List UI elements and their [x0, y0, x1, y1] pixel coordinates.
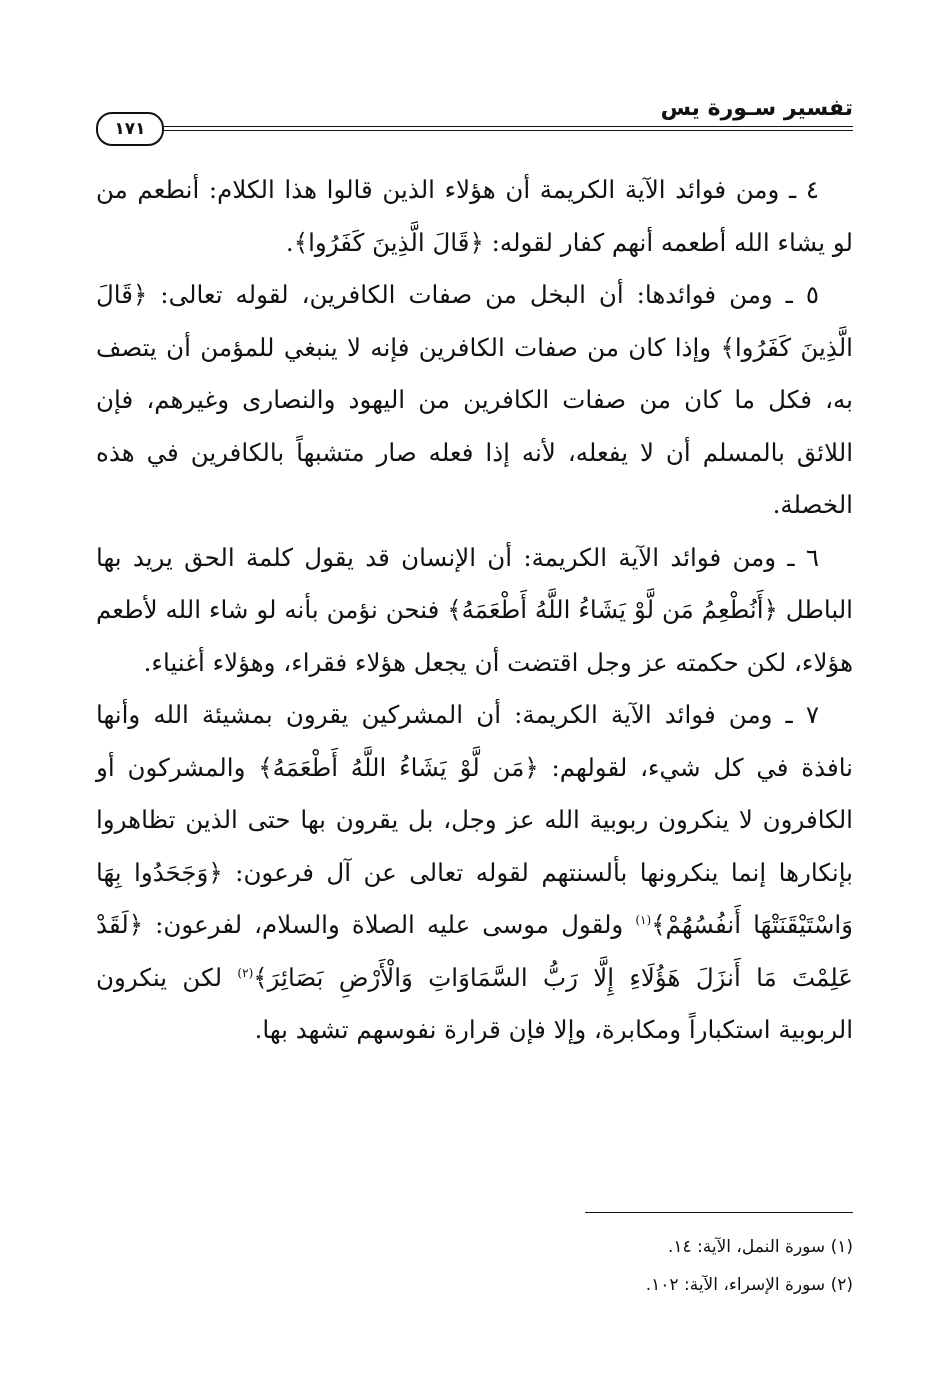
footnote-ref: (١)	[635, 912, 652, 927]
footnote-divider	[585, 1212, 853, 1213]
paragraph-text: والمشركون أو الكافرون لا ينكرون ربوبية الله عز وجل، بل يقرون بها حتى الذين تظاهروا بإنكارها إنما ينكرونها بألسنتهم لقوله تعالى عن آل فرعون:	[96, 752, 853, 887]
main-text	[96, 164, 853, 1057]
footnote-ref: (٢)	[237, 965, 254, 980]
quran-verse: ﴿مَن لَّوْ يَشَاءُ اللَّهُ أَطْعَمَهُ﴾	[258, 752, 539, 782]
quran-verse: ﴿لَقَدْ عَلِمْتَ مَا أَنزَلَ هَؤُلَاءِ إِلَّا رَبُّ السَّمَاوَاتِ وَالْأَرْضِ بَصَائِرَ﴾	[96, 910, 853, 992]
paragraph-text: فنحن نؤمن بأنه لو شاء الله لأطعم هؤلاء، لكن حكمته عز وجل اقتضت أن يجعل هؤلاء فقراء، وهؤلاء أغنياء.	[96, 595, 853, 677]
paragraph-text: ٥ ـ ومن فوائدها: أن البخل من صفات الكافرين، لقوله تعالى:	[147, 280, 819, 309]
paragraph-text: ٤ ـ ومن فوائد الآية الكريمة أن هؤلاء الذين قالوا هذا الكلام: أنطعم من لو يشاء الله أطعمه أنهم كفار لقوله:	[96, 175, 853, 257]
page-number: ١٧١	[96, 112, 164, 146]
paragraph-text: لكن ينكرون الربوبية استكباراً ومكابرة، وإلا فإن قرارة نفوسهم تشهد بها.	[96, 962, 853, 1044]
footnotes	[400, 1228, 853, 1304]
header-rule	[158, 126, 853, 131]
quran-verse: ﴿قَالَ الَّذِينَ كَفَرُوا﴾	[96, 280, 853, 362]
paragraph	[96, 269, 853, 532]
quran-verse: ﴿أَنُطْعِمُ مَن لَّوْ يَشَاءُ اللَّهُ أَطْعَمَهُ﴾	[447, 595, 778, 624]
running-title: تفسير سـورة يس	[660, 96, 853, 121]
paragraph	[96, 689, 853, 1057]
quran-verse: ﴿وَجَحَدُوا بِهَا وَاسْتَيْقَنَتْهَا أَنفُسُهُمْ﴾	[96, 857, 853, 939]
page-header	[96, 96, 853, 139]
paragraph-text: وإذا كان من صفات الكافرين فإنه لا ينبغي للمؤمن أن يتصف به، فكل ما كان من صفات الكافرين من اليهود والنصارى وغيرهم، فإن اللائق بالمسلم أن لا يفعله، لأنه إذا فعله صار متشبهاً بالكافرين في هذه الخصلة.	[96, 332, 853, 519]
paragraph-text: .	[285, 227, 294, 257]
paragraph	[96, 164, 853, 269]
paragraph-text: ٧ ـ ومن فوائد الآية الكريمة: أن المشركين يقرون بمشيئة الله وأنها نافذة في كل شيء، لقولهم:	[96, 700, 853, 782]
paragraph	[96, 532, 853, 690]
footnote-1: (١) سورة النمل، الآية: ١٤.	[667, 1237, 853, 1257]
footnote-2: (٢) سورة الإسراء، الآية: ١٠٢.	[645, 1275, 853, 1295]
quran-verse: ﴿قَالَ الَّذِينَ كَفَرُوا﴾	[293, 227, 484, 257]
paragraph-text: ولقول موسى عليه الصلاة والسلام، لفرعون:	[143, 910, 636, 939]
paragraph-text: ٦ ـ ومن فوائد الآية الكريمة: أن الإنسان قد يقول كلمة الحق يريد بها الباطل	[96, 542, 853, 624]
